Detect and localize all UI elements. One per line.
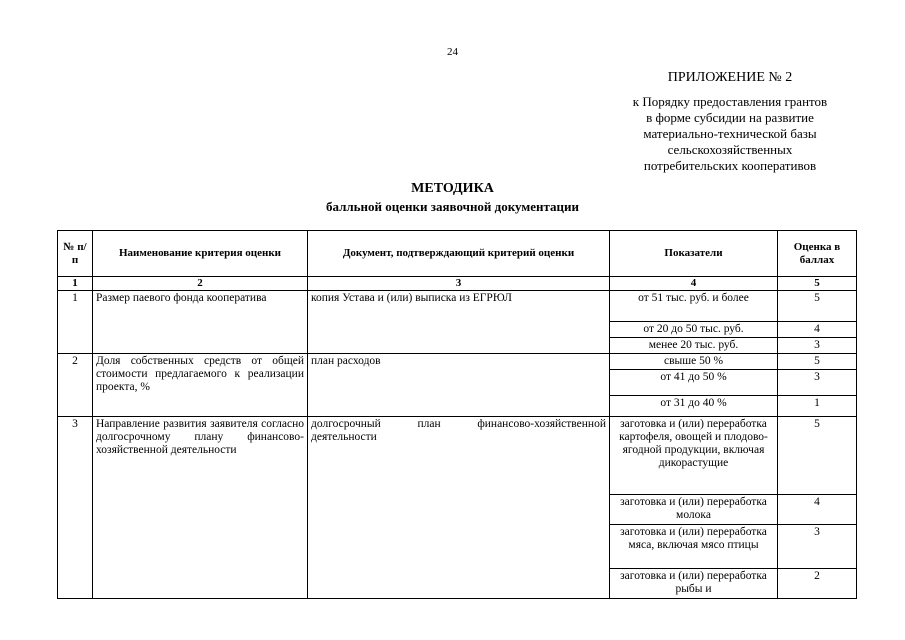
header-num: № п/п [58, 231, 93, 277]
document-cell: долгосрочный план финансово-хозяйственной деятельности [308, 417, 610, 599]
appendix-title: ПРИЛОЖЕНИЕ № 2 [667, 70, 793, 85]
table-row [58, 417, 857, 495]
score-cell: 1 [778, 396, 857, 417]
document-title: МЕТОДИКА [411, 181, 494, 196]
document-cell: план расходов [308, 354, 610, 417]
indicator-cell: от 31 до 40 % [610, 396, 778, 417]
column-number: 2 [93, 277, 308, 291]
document-cell: копия Устава и (или) выписка из ЕГРЮЛ [308, 291, 610, 354]
indicator-cell: заготовка и (или) переработка молока [610, 495, 778, 525]
indicator-cell: менее 20 тыс. руб. [610, 338, 778, 354]
table-row [58, 291, 857, 322]
indicator-cell: заготовка и (или) переработка картофеля, овощей и плодово-ягодной продукции, включая дикорастущие [610, 417, 778, 495]
score-cell: 5 [778, 417, 857, 495]
column-number-row [58, 277, 857, 291]
score-cell: 4 [778, 495, 857, 525]
appendix-block [604, 70, 856, 174]
criterion-cell: Доля собственных средств от общей стоимости предлагаемого к реализации проекта, % [93, 354, 308, 417]
criterion-cell: Размер паевого фонда кооператива [93, 291, 308, 354]
header-document: Документ, подтверждающий критерий оценки [308, 231, 610, 277]
row-number: 3 [58, 417, 93, 599]
score-cell: 5 [778, 291, 857, 322]
score-cell: 3 [778, 525, 857, 569]
column-number: 5 [778, 277, 857, 291]
appendix-line: потребительских кооперативов [643, 158, 817, 173]
column-number: 3 [308, 277, 610, 291]
indicator-cell: от 41 до 50 % [610, 370, 778, 396]
score-cell: 3 [778, 338, 857, 354]
page-number: 24 [447, 46, 458, 58]
row-number: 2 [58, 354, 93, 417]
header-score: Оценка в баллах [778, 231, 857, 277]
row-number: 1 [58, 291, 93, 354]
criteria-table [57, 230, 857, 599]
appendix-line: к Порядку предоставления грантов [632, 94, 828, 109]
indicator-cell: от 20 до 50 тыс. руб. [610, 322, 778, 338]
score-cell: 2 [778, 569, 857, 599]
appendix-line: сельскохозяйственных [667, 142, 793, 157]
document-subtitle: балльной оценки заявочной документации [325, 199, 580, 214]
score-cell: 4 [778, 322, 857, 338]
indicator-cell: свыше 50 % [610, 354, 778, 370]
indicator-cell: заготовка и (или) переработка рыбы и [610, 569, 778, 599]
criterion-cell: Направление развития заявителя согласно долгосрочному плану финансово-хозяйственной деятельности [93, 417, 308, 599]
score-cell: 5 [778, 354, 857, 370]
score-cell: 3 [778, 370, 857, 396]
column-number: 4 [610, 277, 778, 291]
column-number: 1 [58, 277, 93, 291]
indicator-cell: от 51 тыс. руб. и более [610, 291, 778, 322]
table-header-row [58, 231, 857, 277]
header-criterion: Наименование критерия оценки [93, 231, 308, 277]
header-indicators: Показатели [610, 231, 778, 277]
appendix-line: в форме субсидии на развитие [646, 110, 814, 125]
table-row [58, 354, 857, 370]
appendix-line: материально-технической базы [643, 126, 817, 141]
indicator-cell: заготовка и (или) переработка мяса, включая мясо птицы [610, 525, 778, 569]
